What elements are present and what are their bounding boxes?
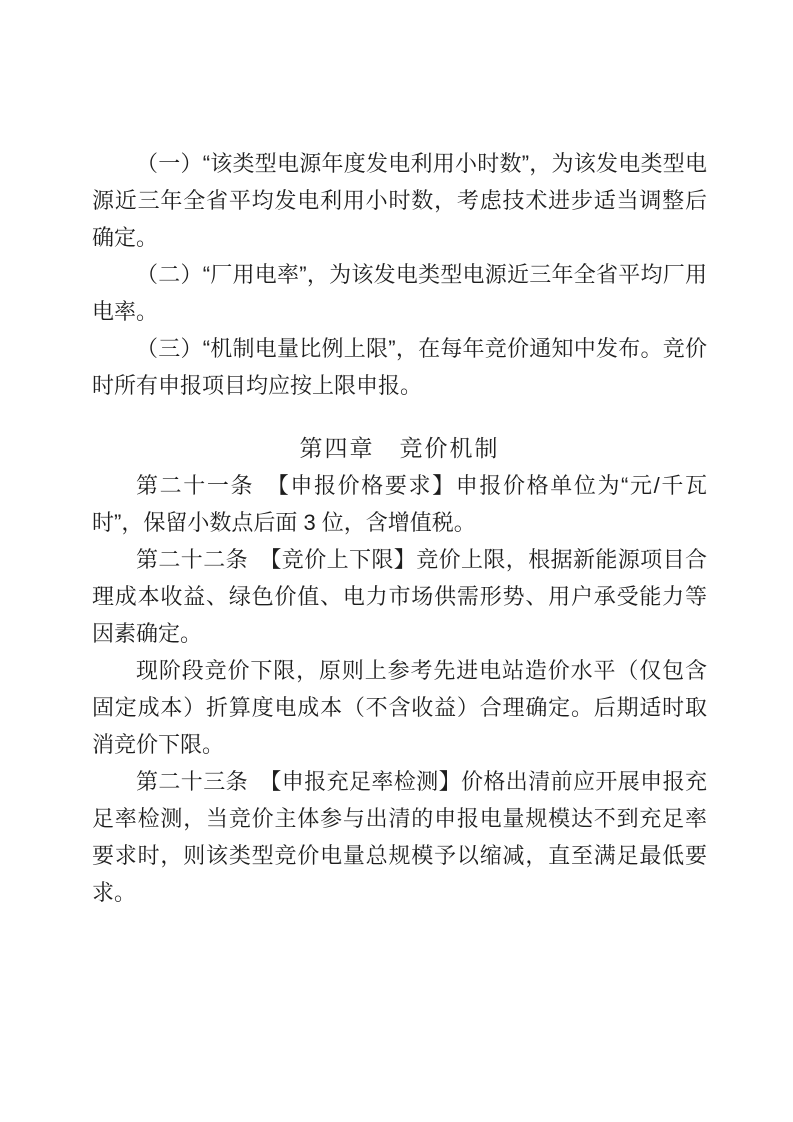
chapter-4-heading: 第四章 竞价机制 xyxy=(299,436,500,461)
article-21-bid-price-requirement: 第二十一条 【申报价格要求】申报价格单位为“元/千瓦时”，保留小数点后面 3 位，含增值税。 xyxy=(92,473,707,535)
article-22-bid-price-upper-lower-limits: 第二十二条 【竞价上下限】竞价上限，根据新能源项目合理成本收益、绿色价值、电力市场供需形势、用户承受能力等因素确定。 xyxy=(92,547,707,646)
article-23-bid-adequacy-check: 第二十三条 【申报充足率检测】价格出清前应开展申报充足率检测，当竞价主体参与出清的申报电量规模达不到充足率要求时，则该类型竞价电量总规模予以缩减，直至满足最低要求。 xyxy=(92,769,707,905)
item-2-station-service-power-rate: （二）“厂用电率”，为该发电类型电源近三年全省平均厂用电率。 xyxy=(92,262,707,324)
item-3-mechanism-quantity-cap: （三）“机制电量比例上限”，在每年竞价通知中发布。竞价时所有申报项目均应按上限申报。 xyxy=(92,336,707,398)
item-1-annual-utilization-hours: （一）“该类型电源年度发电利用小时数”，为该发电类型电源近三年全省平均发电利用小时数，考虑技术进步适当调整后确定。 xyxy=(92,151,707,250)
article-22-lower-limit-current-stage: 现阶段竞价下限，原则上参考先进电站造价水平（仅包含固定成本）折算度电成本（不含收益）合理确定。后期适时取消竞价下限。 xyxy=(92,658,707,757)
